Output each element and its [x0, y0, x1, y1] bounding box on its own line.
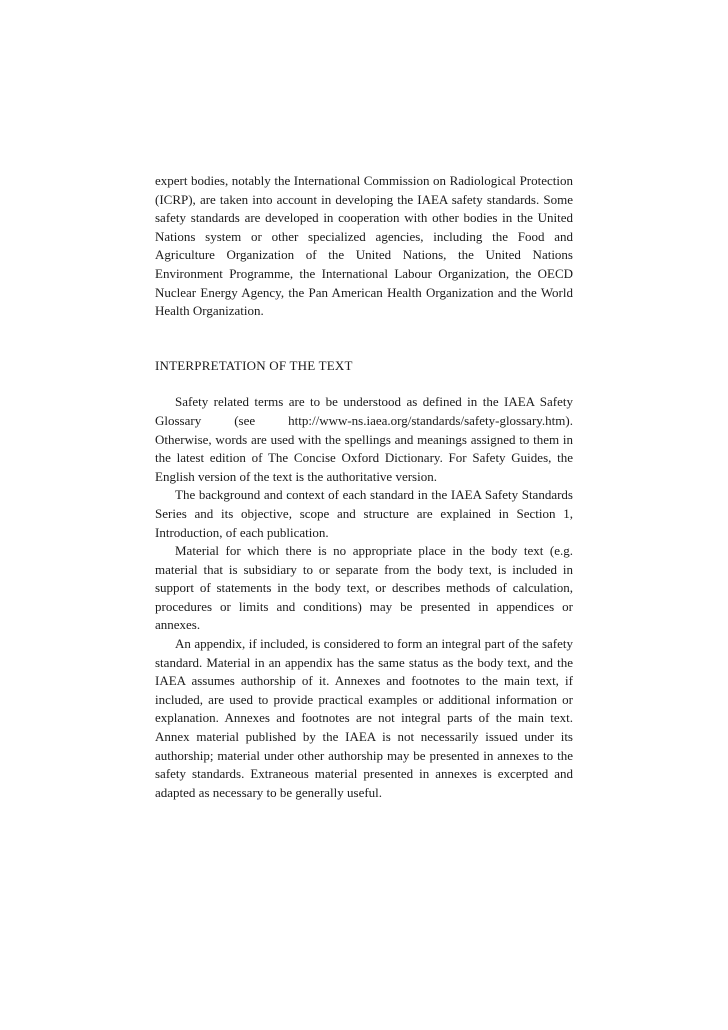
paragraph-material: Material for which there is no appropriate place in the body text (e.g. material that is subsidiary to or separate from the body text, is included in support of statements in the body text, or describes methods of calculation, procedures or limits and conditions) may be presented in appendices or annexes. [155, 543, 573, 633]
paragraph-terms: Safety related terms are to be understood as defined in the IAEA Safety Glossary (see http://www-ns.iaea.org/standards/safety-glossary.htm). Otherwise, words are used with the spellings and meanings assigned to them in the latest edition of The Concise Oxford Dictionary. For Safety Guides, the English version of the text is the authoritative version. [155, 394, 573, 484]
document-page [155, 172, 573, 802]
intro-paragraph: expert bodies, notably the International Commission on Radiological Protection (ICRP), are taken into account in developing the IAEA safety standards. Some safety standards are developed in cooperation with other bodies in the United Nations system or other specialized agencies, including the Food and Agriculture Organization of the United Nations, the United Nations Environment Programme, the International Labour Organization, the OECD Nuclear Energy Agency, the Pan American Health Organization and the World Health Organization. [155, 173, 573, 319]
paragraph-background: The background and context of each standard in the IAEA Safety Standards Series and its objective, scope and structure are explained in Section 1, Introduction, of each publication. [155, 487, 573, 540]
section-heading: INTERPRETATION OF THE TEXT [155, 357, 353, 373]
paragraph-appendix: An appendix, if included, is considered to form an integral part of the safety standard. Material in an appendix has the same status as the body text, and the IAEA assumes authorship of it. Annexes and footnotes to the main text, if included, are used to provide practical examples or additional information or explanation. Annexes and footnotes are not integral parts of the main text. Annex material published by the IAEA is not necessarily issued under its authorship; material under other authorship may be presented in annexes to the safety standards. Extraneous material presented in annexes is excerpted and adapted as necessary to be generally useful. [155, 636, 573, 800]
